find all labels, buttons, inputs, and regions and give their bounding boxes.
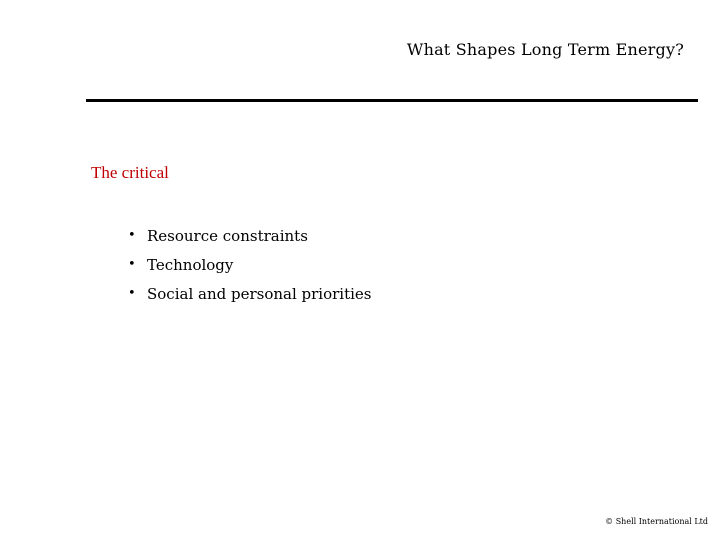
bullet-text: Resource constraints <box>147 226 308 245</box>
slide-title: What Shapes Long Term Energy? <box>406 40 684 59</box>
bullet-text: Social and personal priorities <box>147 284 372 303</box>
bullet-icon: • <box>128 286 136 301</box>
bullet-text: Technology <box>147 255 234 274</box>
bullet-icon: • <box>128 228 136 243</box>
copyright-footer: © Shell International Ltd <box>605 517 708 526</box>
title-divider <box>86 99 698 102</box>
section-subheading: The critical <box>91 163 169 182</box>
bullet-item <box>128 221 372 250</box>
bullet-icon: • <box>128 257 136 272</box>
bullet-list <box>128 221 372 308</box>
bullet-item <box>128 250 372 279</box>
bullet-item <box>128 279 372 308</box>
